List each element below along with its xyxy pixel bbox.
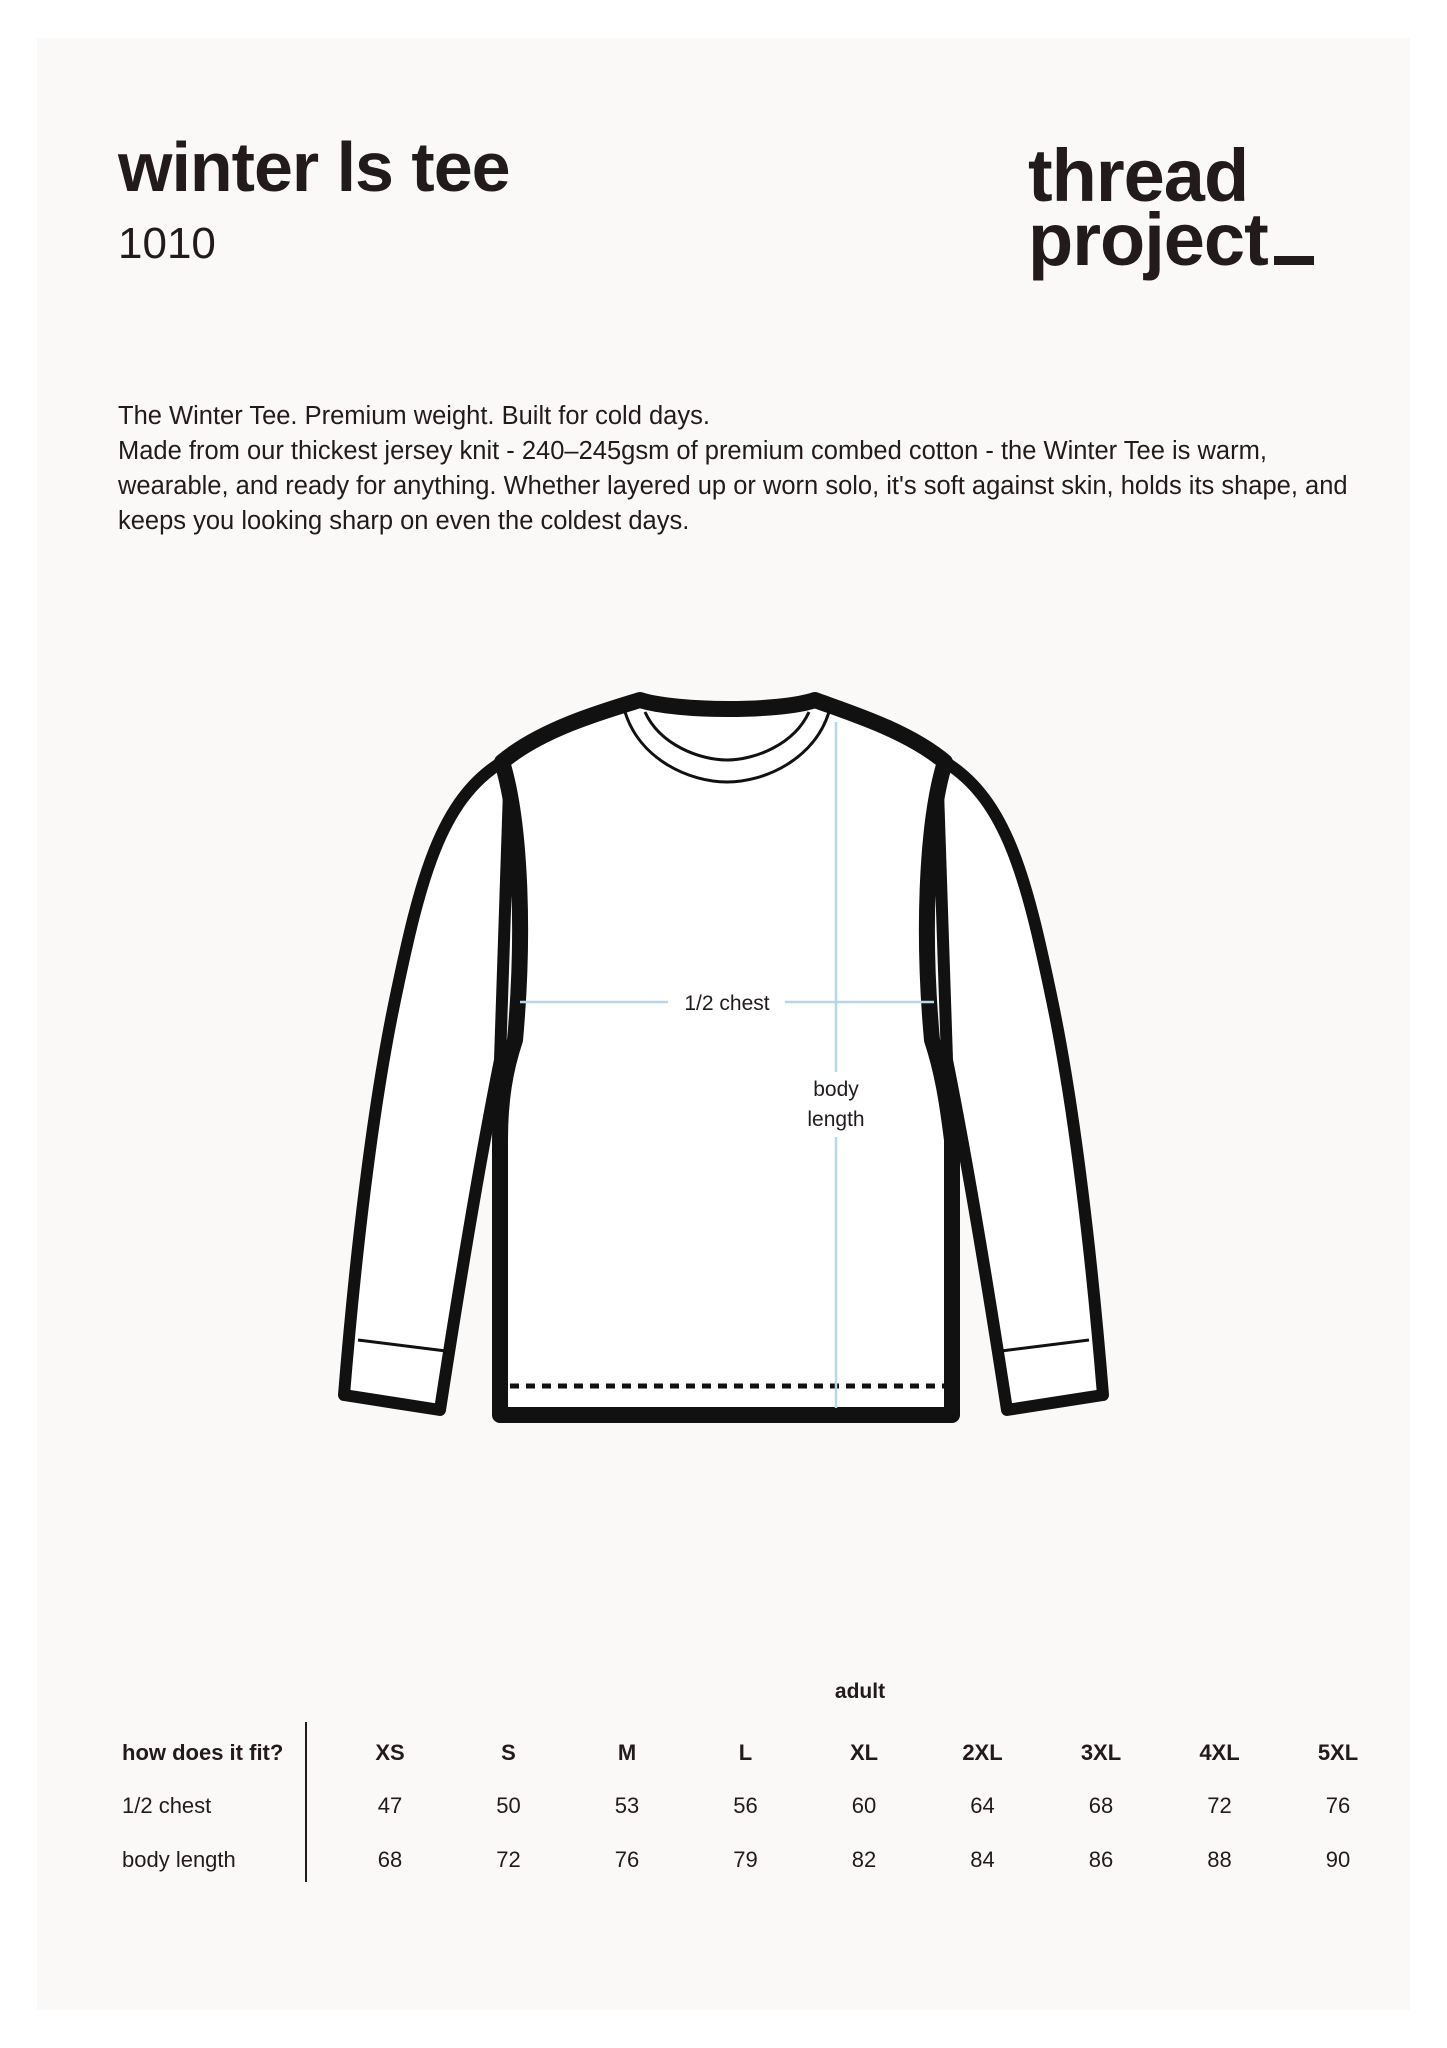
table-cell: 47 <box>377 1793 403 1818</box>
product-code: 1010 <box>118 219 216 268</box>
table-cell: 86 <box>1088 1847 1114 1872</box>
size-header-l: L <box>738 1740 753 1765</box>
table-cell: 84 <box>970 1847 995 1872</box>
length-label-line2: length <box>807 1108 865 1131</box>
size-header-m: M <box>617 1740 637 1765</box>
table-cell: 76 <box>614 1847 640 1872</box>
table-cell: 64 <box>970 1793 995 1818</box>
table-cell: 53 <box>614 1793 640 1818</box>
size-header-xl: XL <box>849 1740 879 1765</box>
size-header-xs: XS <box>375 1740 405 1765</box>
table-cell: 68 <box>377 1847 403 1872</box>
table-cell: 56 <box>733 1793 758 1818</box>
size-header-4xl: 4XL <box>1199 1740 1240 1765</box>
size-header-2xl: 2XL <box>962 1740 1003 1765</box>
table-cell: 90 <box>1325 1847 1351 1872</box>
garment-body <box>500 700 952 1415</box>
row-label-length: body length <box>122 1847 236 1872</box>
row-label-chest: 1/2 chest <box>122 1793 212 1818</box>
table-divider <box>305 1722 307 1882</box>
chest-label: 1/2 chest <box>684 992 770 1015</box>
product-name: winter ls tee <box>118 128 510 206</box>
table-caption: adult <box>834 1680 886 1703</box>
logo-line-1: thread <box>1028 134 1249 217</box>
table-cell: 50 <box>496 1793 521 1818</box>
table-cell: 88 <box>1207 1847 1232 1872</box>
right-sleeve <box>937 760 1103 1410</box>
table-cell: 76 <box>1325 1793 1351 1818</box>
table-cell: 72 <box>496 1847 521 1872</box>
logo-line-2-text: project <box>1028 197 1268 281</box>
description-body: Made from our thickest jersey knit - 240–245gsm of premium combed cotton - the Winter Tee is warm, wearable, and ready for anything. Whether layered up or worn solo, it's soft against skin, holds its shape, and keeps you looking sharp on even the coldest days. <box>118 437 1348 535</box>
table-cell: 82 <box>851 1847 877 1872</box>
left-sleeve <box>344 760 510 1410</box>
size-header-3xl: 3XL <box>1080 1740 1122 1765</box>
table-cell: 68 <box>1088 1793 1114 1818</box>
description-headline: The Winter Tee. Premium weight. Built for cold days. <box>118 402 710 430</box>
length-label-line1: body <box>813 1078 859 1101</box>
size-header-s: S <box>501 1740 516 1765</box>
table-cell: 72 <box>1207 1793 1232 1818</box>
table-cell: 60 <box>851 1793 877 1818</box>
fit-header-label: how does it fit? <box>122 1740 284 1765</box>
table-cell: 79 <box>733 1847 758 1872</box>
size-header-5xl: 5XL <box>1317 1740 1359 1765</box>
